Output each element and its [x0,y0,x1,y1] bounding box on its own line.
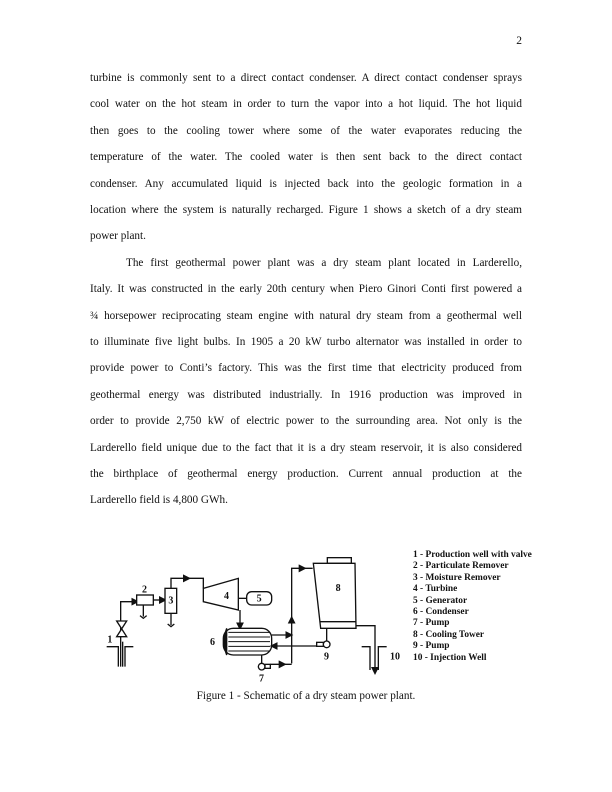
legend-item: 6 - Condenser [413,607,469,618]
text-line: power plant. [90,230,146,243]
text-line: location where the system is naturally recharged. Figure 1 shows a sketch of a dry steam [90,204,522,216]
label-4: 4 [224,591,229,602]
pump-9 [323,641,330,648]
valve-icon [117,621,127,637]
turbine [203,578,238,610]
legend-item: 7 - Pump [413,618,450,629]
text-line: Italy. It was constructed in the early 20th century when Piero Ginori Conti first powered a [90,283,522,296]
injection-well [362,647,387,670]
label-2: 2 [142,584,147,596]
label-9: 9 [324,651,329,663]
legend-item: 1 - Production well with valve [413,550,532,560]
dry-steam-plant-schematic [100,545,410,695]
text-line: Larderello field is 4,800 GWh. [90,494,228,507]
text-line: temperature of the water. The cooled water is then sent back to the direct contact [90,151,522,164]
text-line: condenser. Any accumulated liquid is injected back into the geologic formation in a [90,177,522,190]
text-line: provide power to Conti’s factory. This was the first time that electricity produced from [90,362,522,375]
legend-item: 2 - Particulate Remover [413,561,509,572]
legend-item: 8 - Cooling Tower [413,629,485,640]
legend-item: 9 - Pump [413,641,450,652]
label-1: 1 [107,634,113,646]
figure-legend [413,550,532,664]
legend-item: 4 - Turbine [413,584,458,595]
text-line: The first geothermal power plant was a dry steam plant located in Larderello, [126,256,522,269]
label-5: 5 [256,593,262,605]
label-3: 3 [168,595,174,607]
condenser [223,628,271,655]
label-8: 8 [335,583,341,594]
text-line: to illuminate five light bulbs. In 1905 a 20 kW turbo alternator was installed in order to [90,336,522,348]
text-line: the birthplace of geothermal energy production. Current annual production at the [90,468,522,480]
text-line: order to provide 2,750 kW of electric power to the surrounding area. Not only is the [90,415,522,428]
text-line: Larderello field unique due to the fact that it is a dry steam reservoir, it is also considered [90,441,522,454]
cooling-tower [313,558,356,629]
figure-caption: Figure 1 - Schematic of a dry steam power plant. [196,690,416,702]
particulate-remover [137,595,154,605]
text-line: then goes to the cooling tower where some of the water evaporates reducing the [90,124,522,137]
text-line: ¾ horsepower reciprocating steam engine with natural dry steam from a geothermal well [90,309,522,322]
legend-item: 5 - Generator [413,595,468,606]
page-number: 2 [516,35,522,47]
legend-item: 10 - Injection Well [413,652,487,663]
text-line: turbine is commonly sent to a direct contact condenser. A direct contact condenser sprays [90,72,522,84]
text-line: geothermal energy was distributed industrially. In 1916 production was improved in [90,388,522,401]
pump-7 [258,663,265,670]
label-10: 10 [390,651,400,663]
label-7: 7 [259,673,264,685]
label-6: 6 [210,637,215,648]
legend-item: 3 - Moisture Remover [413,572,501,583]
text-line: cool water on the hot steam in order to turn the vapor into a hot liquid. The hot liquid [90,98,522,111]
